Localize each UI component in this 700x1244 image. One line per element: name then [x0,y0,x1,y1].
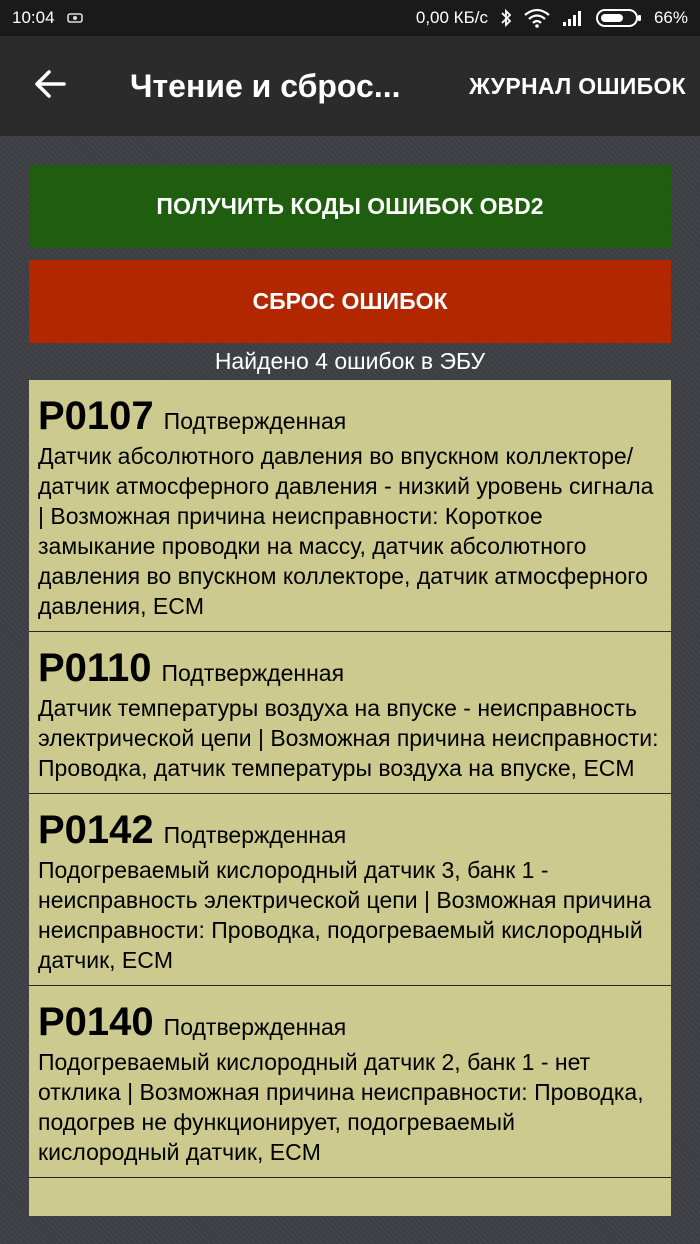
bluetooth-icon [500,8,512,28]
network-speed: 0,00 КБ/с [415,8,488,27]
error-description: Подогреваемый кислородный датчик 3, банк 1 - неисправность электрической цепи | Возможная причина неисправности: Проводка, подогреваемый кислородный датчик, ECM [38,857,652,973]
app-bar [0,36,700,136]
error-description: Датчик абсолютного давления во впускном коллекторе/датчик атмосферного давления - низкий уровень сигнала | Возможная причина неисправности: Короткое замыкание проводки на массу, датчик абсолютного давления во впускном коллекторе, датчик атмосферного давления, ECM [38,443,654,619]
page-title: Чтение и сброс... [130,67,401,104]
signal-icon [562,10,584,26]
error-status: Подтвержденная [163,408,347,434]
error-description: Датчик температуры воздуха на впуске - неисправность электрической цепи | Возможная причина неисправности: Проводка, датчик температуры воздуха на впуске, ECM [38,695,659,781]
battery-percent: 66% [653,8,688,27]
battery-icon [596,8,642,28]
error-code: P0107 [38,394,154,438]
reset-errors-button[interactable]: СБРОС ОШИБОК [29,260,671,343]
get-error-codes-button[interactable]: ПОЛУЧИТЬ КОДЫ ОШИБОК OBD2 [29,165,671,248]
status-bar [0,0,700,36]
error-code: P0140 [38,1000,154,1044]
error-status: Подтвержденная [163,822,347,848]
wifi-icon [524,8,550,28]
error-item[interactable] [29,380,671,632]
notification-icon [67,12,83,24]
error-item[interactable] [29,632,671,794]
error-code: P0142 [38,808,154,852]
error-description: Подогреваемый кислородный датчик 2, банк 1 - нет отклика | Возможная причина неисправности: Проводка, подогрев не функционирует, подогреваемый кислородный датчик, ECM [38,1049,644,1165]
error-log-button[interactable]: ЖУРНАЛ ОШИБОК [469,72,686,99]
status-time: 10:04 [12,8,55,27]
error-code: P0110 [38,646,152,690]
error-item[interactable] [29,986,671,1178]
error-list[interactable] [29,380,671,1216]
error-status: Подтвержденная [163,1014,347,1040]
error-status: Подтвержденная [161,660,345,686]
error-item[interactable] [29,794,671,986]
back-button[interactable] [0,36,100,136]
errors-found-text: Найдено 4 ошибок в ЭБУ [214,348,486,374]
arrow-left-icon [34,69,66,104]
